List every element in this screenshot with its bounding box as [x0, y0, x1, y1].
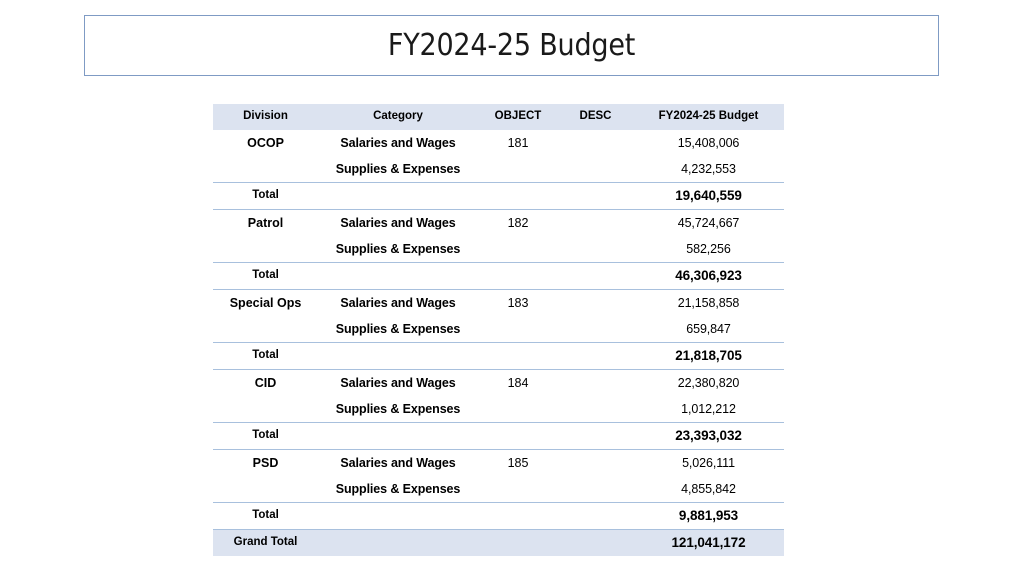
cell-object — [478, 530, 558, 557]
table-header — [213, 104, 784, 130]
table-row — [213, 156, 784, 183]
cell-object — [478, 476, 558, 503]
cell-division — [213, 236, 318, 263]
cell-object: 181 — [507, 135, 529, 150]
cell-desc — [558, 370, 633, 397]
table-total-row — [213, 183, 784, 210]
cell-object — [478, 423, 558, 450]
table-grand-total-row — [213, 530, 784, 557]
cell-object — [478, 503, 558, 530]
table-body — [213, 130, 784, 556]
slide-title-box — [84, 15, 939, 76]
cell-category — [318, 503, 478, 530]
cell-category: Supplies & Expenses — [335, 241, 461, 256]
cell-category: Supplies & Expenses — [335, 481, 461, 496]
cell-object — [478, 316, 558, 343]
column-header-division: Division — [213, 104, 318, 130]
table-row — [213, 370, 784, 397]
table-row — [213, 396, 784, 423]
cell-division: PSD — [252, 455, 279, 470]
cell-budget: 5,026,111 — [682, 455, 735, 470]
cell-category — [318, 183, 478, 210]
cell-division: CID — [254, 375, 277, 390]
table-row — [213, 290, 784, 317]
cell-budget: 1,012,212 — [681, 401, 736, 416]
cell-object — [478, 183, 558, 210]
cell-desc — [558, 290, 633, 317]
cell-division — [213, 476, 318, 503]
cell-object — [478, 263, 558, 290]
cell-desc — [558, 210, 633, 237]
cell-budget: 21,158,858 — [677, 295, 740, 310]
cell-object: 182 — [507, 215, 529, 230]
cell-division: Total — [213, 263, 318, 290]
cell-budget: 4,232,553 — [681, 161, 736, 176]
cell-desc — [558, 263, 633, 290]
cell-division: OCOP — [247, 135, 284, 150]
cell-object: 185 — [507, 455, 529, 470]
cell-budget: 582,256 — [686, 241, 731, 256]
cell-category: Supplies & Expenses — [335, 321, 461, 336]
table-row — [213, 316, 784, 343]
cell-category — [318, 263, 478, 290]
cell-budget: 23,393,032 — [633, 423, 784, 450]
cell-budget: 45,724,667 — [677, 215, 740, 230]
cell-category: Supplies & Expenses — [335, 161, 461, 176]
column-header-object: OBJECT — [478, 104, 558, 130]
table-total-row — [213, 423, 784, 450]
cell-budget: 15,408,006 — [677, 135, 740, 150]
cell-budget: 22,380,820 — [677, 375, 740, 390]
column-header-category: Category — [318, 104, 478, 130]
cell-division — [213, 316, 318, 343]
cell-budget: 4,855,842 — [681, 481, 736, 496]
cell-category — [318, 423, 478, 450]
cell-category: Salaries and Wages — [340, 455, 456, 470]
cell-desc — [558, 343, 633, 370]
table-total-row — [213, 263, 784, 290]
table-row — [213, 450, 784, 477]
cell-desc — [558, 183, 633, 210]
cell-budget: 19,640,559 — [633, 183, 784, 210]
cell-budget: 9,881,953 — [633, 503, 784, 530]
cell-desc — [558, 396, 633, 423]
cell-object — [478, 343, 558, 370]
cell-desc — [558, 130, 633, 156]
cell-object — [478, 156, 558, 183]
cell-desc — [558, 450, 633, 477]
cell-desc — [558, 316, 633, 343]
cell-object: 183 — [507, 295, 529, 310]
budget-table — [213, 104, 784, 556]
cell-desc — [558, 423, 633, 450]
table-row — [213, 476, 784, 503]
cell-category: Supplies & Expenses — [335, 401, 461, 416]
cell-division: Total — [213, 503, 318, 530]
cell-category: Salaries and Wages — [340, 295, 456, 310]
cell-division: Special Ops — [229, 295, 302, 310]
table-total-row — [213, 343, 784, 370]
cell-division: Grand Total — [213, 530, 318, 557]
cell-division — [213, 396, 318, 423]
cell-category — [318, 530, 478, 557]
cell-division: Patrol — [247, 215, 284, 230]
cell-category: Salaries and Wages — [340, 135, 456, 150]
table-row — [213, 236, 784, 263]
table-row — [213, 210, 784, 237]
cell-budget: 659,847 — [686, 321, 731, 336]
table-row — [213, 130, 784, 156]
table-total-row — [213, 503, 784, 530]
cell-division — [213, 156, 318, 183]
cell-object: 184 — [507, 375, 529, 390]
cell-division: Total — [213, 423, 318, 450]
cell-desc — [558, 530, 633, 557]
cell-budget: 46,306,923 — [633, 263, 784, 290]
cell-desc — [558, 503, 633, 530]
table-header-row — [213, 104, 784, 130]
column-header-desc: DESC — [558, 104, 633, 130]
cell-division: Total — [213, 343, 318, 370]
cell-desc — [558, 476, 633, 503]
cell-budget: 21,818,705 — [633, 343, 784, 370]
cell-category — [318, 343, 478, 370]
page-title: FY2024-25 Budget — [387, 28, 636, 63]
cell-object — [478, 396, 558, 423]
cell-budget: 121,041,172 — [633, 530, 784, 557]
cell-object — [478, 236, 558, 263]
cell-desc — [558, 236, 633, 263]
column-header-budget: FY2024-25 Budget — [633, 104, 784, 130]
cell-desc — [558, 156, 633, 183]
cell-division: Total — [213, 183, 318, 210]
cell-category: Salaries and Wages — [340, 375, 456, 390]
cell-category: Salaries and Wages — [340, 215, 456, 230]
